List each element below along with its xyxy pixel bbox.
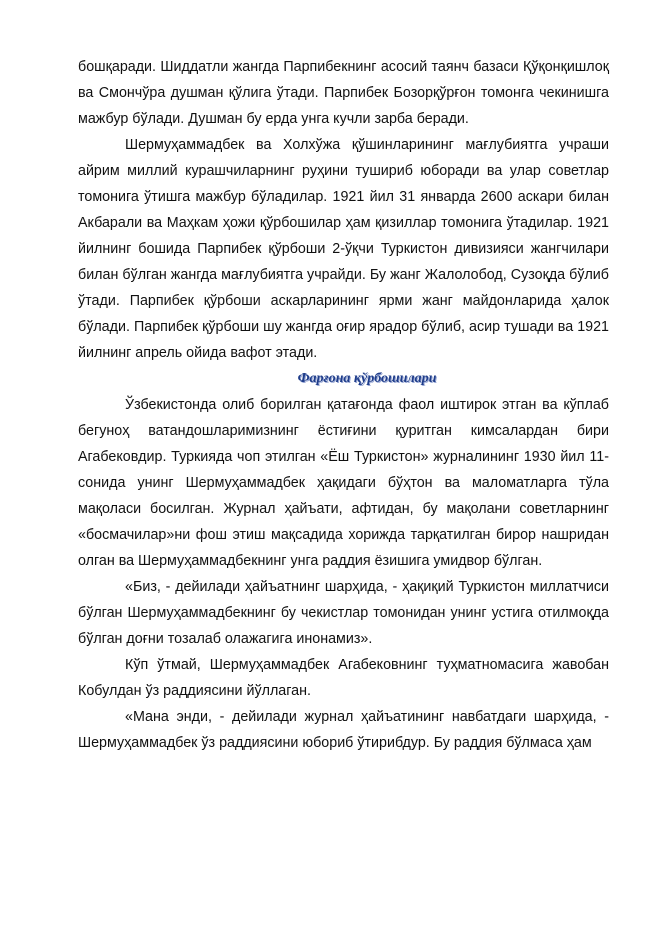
paragraph-3: Ўзбекистонда олиб борилган қатағонда фаол иштирок этган ва кўплаб бегуноҳ ватандошларимизнинг ёстиғини қуритган кимсалардан бири Агабековдир. Туркияда чоп этилган «Ёш Туркистон» журналининг 1930 йил 11-сонида унинг Шермуҳаммадбек ҳақидаги бўҳтон ва маломатларга тўла мақоласи босилган. Журнал ҳайъати, афтидан, бу мақолани советларнинг «босмачилар»ни фош этиш мақсадида хорижда тарқатилган бирор нашридан олган ва Шермуҳаммадбекнинг унга раддия ёзишига умидвор бўлган. [78, 397, 609, 569]
paragraph-5: Кўп ўтмай, Шермуҳаммадбек Агабековнинг туҳматномасига жавобан Кобулдан ўз раддиясини йўллаган. [78, 657, 609, 699]
paragraph-6: «Мана энди, - дейилади журнал ҳайъатининг навбатдаги шарҳида, - Шермуҳаммадбек ўз раддиясини юбориб ўтирибдур. Бу раддия бўлмаса ҳам [78, 709, 609, 751]
section-heading: Фарғона қўрбошилари [297, 371, 437, 386]
paragraph-1: бошқаради. Шиддатли жангда Парпибекнинг асосий таянч базаси Қўқонқишлоқ ва Смончўра душман қўлига ўтади. Парпибек Бозорқўрғон томонга чекинишга мажбур бўлади. Душман бу ерда унга кучли зарба беради. [78, 59, 609, 127]
paragraph-2: Шермуҳаммадбек ва Холхўжа қўшинларининг мағлубиятга учраши айрим миллий курашчиларнинг руҳини тушириб юборади ва улар советлар томонига ўтишга мажбур бўладилар. 1921 йил 31 январда 2600 аскари билан Акбарали ва Маҳкам ҳожи қўрбошилар ҳам қизиллар томонига ўтадилар. 1921 йилнинг бошида Парпибек қўрбоши 2-ўқчи Туркистон дивизияси жангчилари билан бўлган жангда мағлубиятга учрайди. Бу жанг Жалолобод, Сузоқда бўлиб ўтади. Парпибек қўрбоши аскарларининг ярми жанг майдонларида ҳалок бўлади. Парпибек қўрбоши шу жангда оғир ярадор бўлиб, асир тушади ва 1921 йилнинг апрель ойида вафот этади. [78, 137, 609, 361]
paragraph-4: «Биз, - дейилади ҳайъатнинг шарҳида, - ҳақиқий Туркистон миллатчиси бўлган Шермуҳаммадбекнинг бу чекистлар томонидан унинг устига отилмоқда бўлган доғни тозалаб олажагига инонамиз». [78, 579, 609, 647]
body-text [78, 54, 609, 756]
